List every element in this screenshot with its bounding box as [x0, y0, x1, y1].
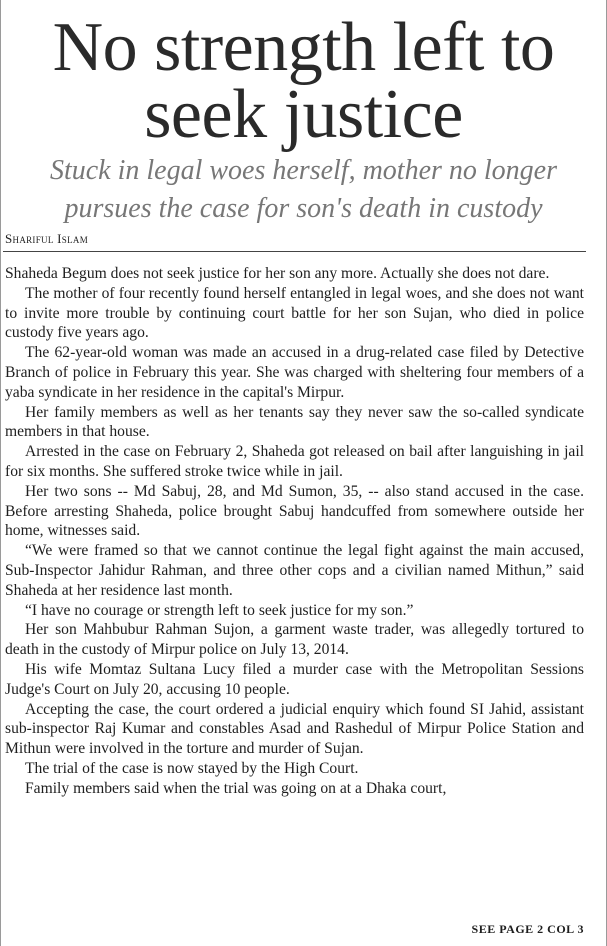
- paragraph: “We were framed so that we cannot continue the legal fight against the main accused, Sub-Inspector Jahidur Rahman, and three other cops and a civilian named Mithun,” said Shaheda at her residence last month.: [5, 542, 584, 599]
- paragraph: The 62-year-old woman was made an accused in a drug-related case filed by Detective Branch of police in February this year. She was charged with sheltering four members of a yaba syndicate in her residence in the capital's Mirpur.: [5, 344, 584, 401]
- paragraph: Accepting the case, the court ordered a judicial enquiry which found SI Jahid, assistant sub-inspector Raj Kumar and constables Asad and Rashedul of Mirpur Police Station and Mithun were involved in the torture and murder of Sujan.: [5, 700, 584, 758]
- paragraph: The mother of four recently found herself entangled in legal woes, and she does not want to invite more trouble by continuing court battle for her son Sujan, who died in police custody five years ago.: [5, 284, 584, 342]
- paragraph: “I have no courage or strength left to seek justice for my son.”: [25, 601, 414, 619]
- paragraph: The trial of the case is now stayed by the High Court.: [25, 759, 359, 777]
- continuation-jump-line: SEE PAGE 2 COL 3: [471, 922, 584, 936]
- byline: Shariful Islam: [5, 231, 89, 246]
- paragraph: Her son Mahbubur Rahman Sujon, a garment waste trader, was allegedly tortured to death in the custody of Mirpur police on July 13, 2014.: [5, 621, 584, 659]
- paragraph: Arrested in the case on February 2, Shaheda got released on bail after languishing in jail for six months. She suffered stroke twice while in jail.: [5, 443, 584, 480]
- paragraph: Shaheda Begum does not seek justice for her son any more. Actually she does not dare.: [5, 265, 550, 282]
- article-body: [1, 252, 606, 799]
- paragraph: His wife Momtaz Sultana Lucy filed a murder case with the Metropolitan Sessions Judge's Court on July 20, accusing 10 people.: [5, 660, 584, 698]
- headline: No strength left to seek justice: [52, 9, 555, 153]
- deck-subheadline: Stuck in legal woes herself, mother no longer pursues the case for son's death in custody: [49, 155, 558, 224]
- paragraph: Her family members as well as her tenants say they never saw the so-called syndicate members in that house.: [5, 403, 584, 441]
- paragraph: Family members said when the trial was going on at a Dhaka court,: [25, 779, 447, 797]
- paragraph: Her two sons -- Md Sabuj, 28, and Md Sumon, 35, -- also stand accused in the case. Before arresting Shaheda, police brought Sabuj handcuffed from somewhere outside her home, witnesses said.: [5, 482, 584, 540]
